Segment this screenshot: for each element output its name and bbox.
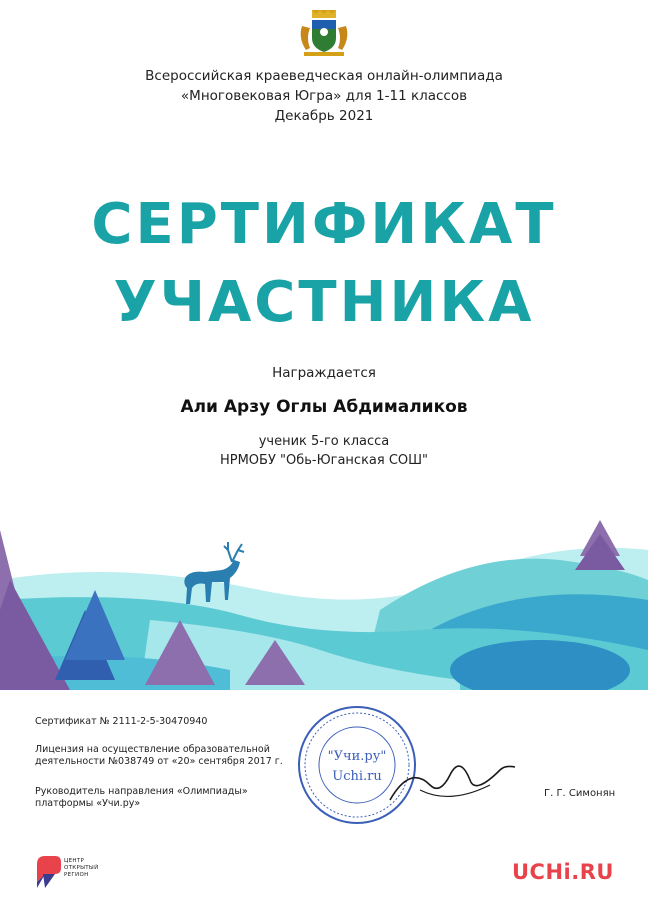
director-line-2: платформы «Учи.ру» xyxy=(35,798,141,809)
header-date: Декабрь 2021 xyxy=(274,108,374,124)
license-info xyxy=(35,744,283,768)
license-line-2: деятельности №038749 от «20» сентября 2017 г. xyxy=(35,756,283,767)
director-line-1: Руководитель направления «Олимпиады» xyxy=(35,786,248,797)
header-line-2: «Многовековая Югра» для 1-11 классов xyxy=(180,88,468,104)
recipient-school: НРМОБУ "Обь-Юганская СОШ" xyxy=(219,453,429,468)
recipient-name: Али Арзу Оглы Абдималиков xyxy=(180,397,468,417)
license-line-1: Лицензия на осуществление образовательной xyxy=(35,744,270,755)
signature-icon xyxy=(380,745,520,815)
olympiad-header xyxy=(0,66,648,126)
logo-text-line-1: ЦЕНТР xyxy=(64,858,85,864)
recipient-details xyxy=(0,432,648,470)
logo-text-line-2: ОТКРЫТЫЙ xyxy=(64,865,99,871)
landscape-illustration xyxy=(0,520,648,690)
logo-text-line-3: РЕГИОН xyxy=(64,872,89,878)
open-region-logo-text xyxy=(64,858,99,879)
stamp-text-bottom: Uchi.ru xyxy=(332,769,382,784)
recipient-grade: ученик 5-го класса xyxy=(258,434,390,449)
director-info xyxy=(35,786,248,810)
signer-name: Г. Г. Симонян xyxy=(544,788,616,799)
header-line-1: Всероссийская краеведческая онлайн-олимпиада xyxy=(145,68,503,84)
uchi-ru-logo: UCHi.RU xyxy=(512,860,614,884)
certificate-title: СЕРТИФИКАТ xyxy=(91,192,557,257)
certificate-number: Сертификат № 2111-2-5-30470940 xyxy=(35,716,208,727)
stamp-text-top: "Учи.ру" xyxy=(327,749,387,764)
awarded-label: Награждается xyxy=(272,365,376,381)
coat-of-arms-icon xyxy=(298,8,350,58)
certificate-subtitle: УЧАСТНИКА xyxy=(113,270,535,335)
